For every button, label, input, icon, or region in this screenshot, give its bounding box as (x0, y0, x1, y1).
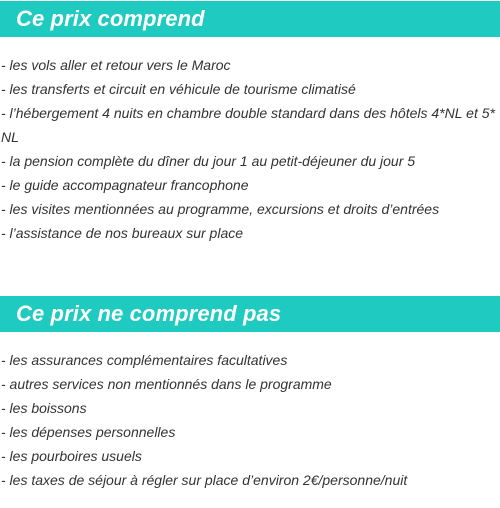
list-item: - l’assistance de nos bureaux sur place (1, 225, 244, 241)
list-item: - les transferts et circuit en véhicule de tourisme climatisé (1, 81, 356, 97)
list-item: - les dépenses personnelles (1, 424, 176, 440)
included-section-header (0, 1, 500, 37)
list-item: - l’hébergement 4 nuits en chambre double standard dans des hôtels 4*NL et 5* NL (1, 105, 495, 145)
excluded-items-list (0, 348, 500, 492)
excluded-section-header (0, 296, 500, 332)
list-item: - la pension complète du dîner du jour 1 au petit-déjeuner du jour 5 (1, 153, 416, 169)
list-item: - les boissons (1, 400, 87, 416)
list-item: - les visites mentionnées au programme, excursions et droits d’entrées (1, 201, 440, 217)
included-items-list (0, 53, 500, 245)
list-item: - les vols aller et retour vers le Maroc (1, 57, 231, 73)
list-item: - les taxes de séjour à régler sur place d’environ 2€/personne/nuit (1, 472, 408, 488)
included-section-title: Ce prix comprend (16, 6, 205, 31)
list-item: - les assurances complémentaires facultatives (1, 352, 288, 368)
list-item: - le guide accompagnateur francophone (1, 177, 249, 193)
list-item: - autres services non mentionnés dans le programme (1, 376, 332, 392)
excluded-section-title: Ce prix ne comprend pas (16, 301, 282, 326)
list-item: - les pourboires usuels (1, 448, 142, 464)
